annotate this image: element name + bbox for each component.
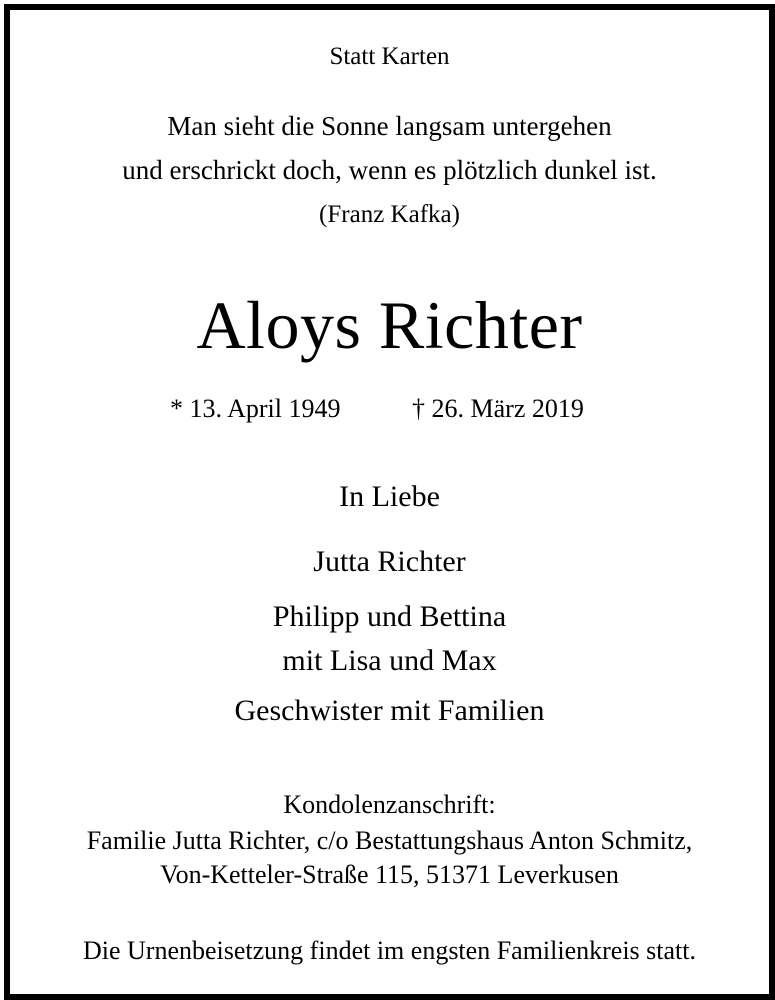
header-text: Statt Karten <box>329 43 450 70</box>
mourner-line: Geschwister mit Familien <box>234 694 545 727</box>
quote-author: (Franz Kafka) <box>319 201 460 228</box>
mourner-line: mit Lisa und Max <box>282 644 497 677</box>
quote-line-2: und erschrickt doch, wenn es plötzlich dunkel ist. <box>122 155 657 185</box>
condolence-address-line-2: Von-Ketteler-Straße 115, 51371 Leverkusen <box>160 860 619 889</box>
deceased-name: Aloys Richter <box>196 287 583 363</box>
birth-date: * 13. April 1949 <box>170 394 341 423</box>
footer-text: Die Urnenbeisetzung findet im engsten Familienkreis statt. <box>82 936 697 965</box>
in-love-text: In Liebe <box>339 480 440 513</box>
quote-line-1: Man sieht die Sonne langsam untergehen <box>167 111 612 141</box>
condolence-label: Kondolenzanschrift: <box>283 790 496 819</box>
death-date: † 26. März 2019 <box>412 394 584 423</box>
mourner-line: Jutta Richter <box>313 545 466 578</box>
obituary-notice <box>4 4 775 1000</box>
condolence-address-line-1: Familie Jutta Richter, c/o Bestattungshaus Anton Schmitz, <box>86 826 693 855</box>
mourner-line: Philipp und Bettina <box>272 600 507 633</box>
